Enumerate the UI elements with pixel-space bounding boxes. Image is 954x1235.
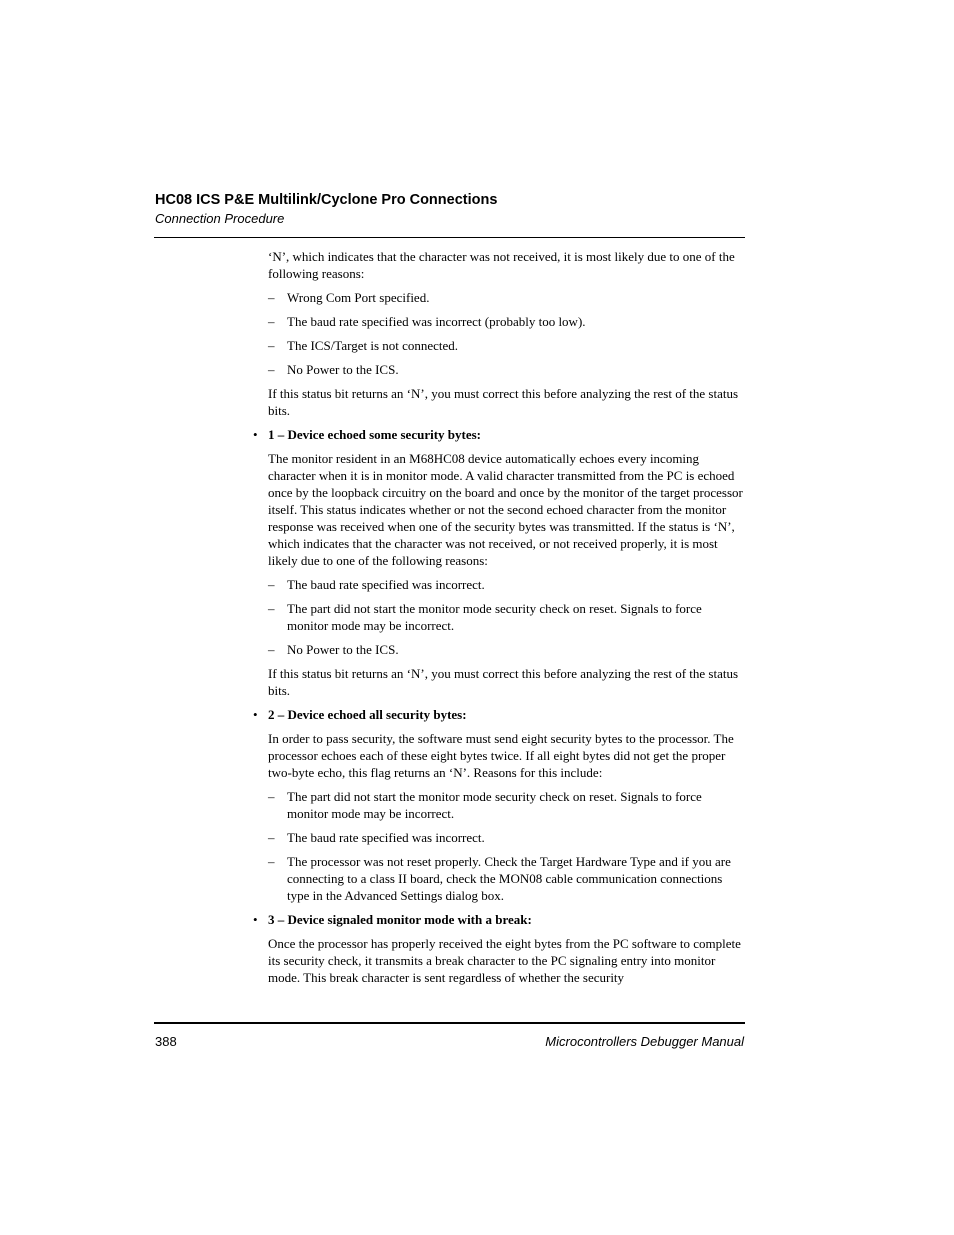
list-item: – Wrong Com Port specified. [268, 290, 430, 305]
list-item: – The baud rate specified was incorrect. [268, 577, 485, 592]
header-rule [154, 237, 745, 238]
bullet-heading-2: • 2 – Device echoed all security bytes: [253, 707, 467, 722]
list-item: – No Power to the ICS. [268, 362, 399, 377]
list-item: – The part did not start the monitor mode security check on reset. Signals to force monitor mode may be incorrect. [268, 601, 702, 633]
list-item: – The part did not start the monitor mode security check on reset. Signals to force monitor mode may be incorrect. [268, 789, 702, 821]
correction-paragraph: If this status bit returns an ‘N’, you must correct this before analyzing the rest of the status bits. [268, 666, 739, 698]
bullet-heading-1: • 1 – Device echoed some security bytes: [253, 427, 481, 442]
list-item: – The baud rate specified was incorrect (probably too low). [268, 314, 586, 329]
list-item: – No Power to the ICS. [268, 642, 399, 657]
page-number: 388 [155, 1034, 177, 1049]
intro-paragraph: ‘N’, which indicates that the character was not received, it is most likely due to one of the following reasons: [268, 249, 735, 281]
footer-rule [154, 1022, 745, 1024]
footer-manual-title: Microcontrollers Debugger Manual [545, 1034, 744, 1049]
correction-paragraph: If this status bit returns an ‘N’, you must correct this before analyzing the rest of the status bits. [268, 386, 739, 418]
list-item: – The baud rate specified was incorrect. [268, 830, 485, 845]
bullet-2-paragraph: In order to pass security, the software must send eight security bytes to the processor. The processor echoes each of these eight bytes twice. If all eight bytes did not get the proper two-byte echo, this flag returns an ‘N’. Reasons for this include: [268, 731, 734, 780]
running-header-subtitle: Connection Procedure [155, 211, 285, 226]
bullet-heading-3: • 3 – Device signaled monitor mode with a break: [253, 912, 532, 927]
bullet-3-paragraph: Once the processor has properly received the eight bytes from the PC software to complete its security check, it transmits a break character to the PC signaling entry into monitor mode. This break character is sent regardless of whether the security [268, 936, 741, 985]
list-item: – The processor was not reset properly. Check the Target Hardware Type and if you are connecting to a class II board, check the MON08 cable communication connections type in the Advanced Settings dialog box. [268, 854, 731, 903]
running-header-title: HC08 ICS P&E Multilink/Cyclone Pro Connections [155, 192, 498, 208]
page-body [253, 248, 744, 993]
bullet-1-paragraph: The monitor resident in an M68HC08 device automatically echoes every incoming character when it is in monitor mode. A valid character transmitted from the PC is echoed once by the loopback circuitry on the board and once by the monitor of the target processor itself. This status indicates whether or not the second echoed character from the monitor response was received when one of the security bytes was transmitted. If the status is ‘N’, which indicates that the character was not received, or not received properly, it is most likely due to one of the following reasons: [268, 451, 743, 568]
list-item: – The ICS/Target is not connected. [268, 338, 459, 353]
